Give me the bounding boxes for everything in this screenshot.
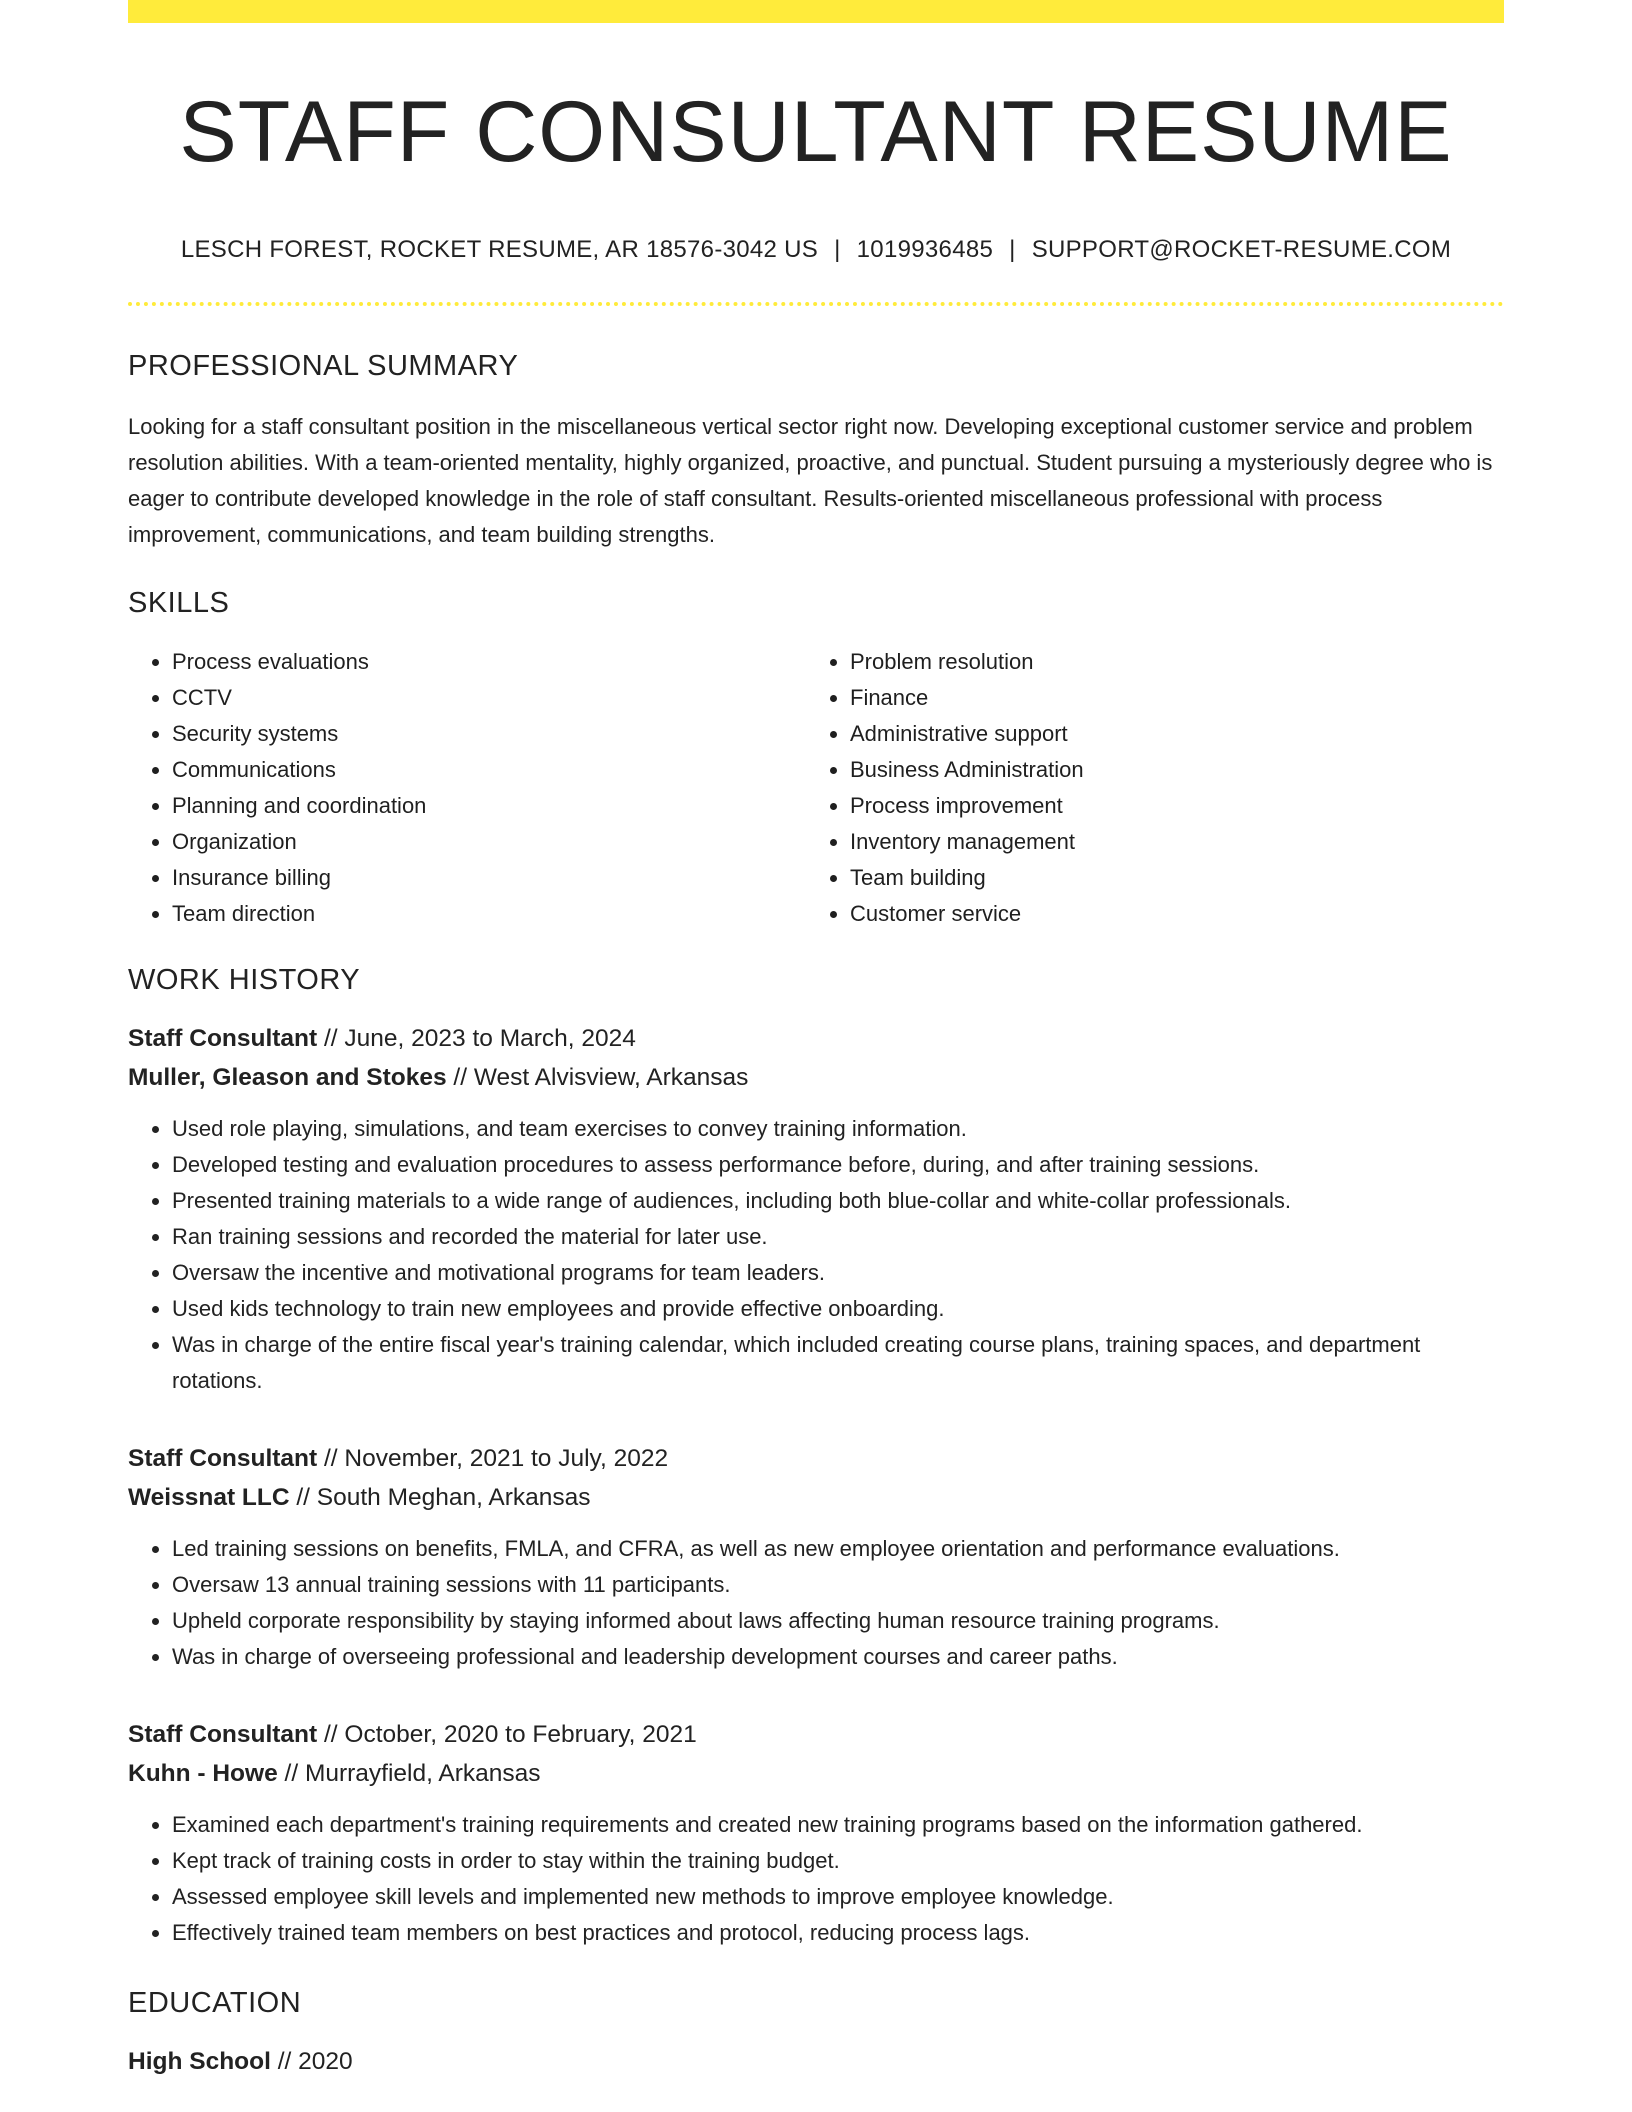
resume-page (128, 0, 1504, 2081)
job-bullets (128, 1531, 1504, 1675)
skill-item: • Finance (850, 680, 1484, 716)
skill-item: • Communications (172, 752, 806, 788)
job-company-line (128, 1058, 1504, 1097)
job-bullet: • Presented training materials to a wide range of audiences, including both blue-collar and white-collar professionals. (172, 1183, 1504, 1219)
job-title: Staff Consultant (128, 1444, 318, 1472)
skill-item: • Problem resolution (850, 644, 1484, 680)
job-company: Muller, Gleason and Stokes (128, 1063, 447, 1091)
job-bullet: • Ran training sessions and recorded the material for later use. (172, 1219, 1504, 1255)
job-company-line (128, 1478, 1504, 1517)
education-school: High School (128, 2047, 271, 2075)
skill-item: • Security systems (172, 716, 806, 752)
summary-heading: PROFESSIONAL SUMMARY (128, 349, 519, 382)
skill-item: • Planning and coordination (172, 788, 806, 824)
job-dates: // October, 2020 to February, 2021 (317, 1720, 697, 1748)
job-bullet: • Oversaw 13 annual training sessions with 11 participants. (172, 1567, 1504, 1603)
job-bullet: • Was in charge of the entire fiscal year's training calendar, which included creating course plans, training spaces, and department rotations. (172, 1327, 1504, 1399)
job-location: // West Alvisview, Arkansas (446, 1063, 749, 1091)
skill-item: • Team direction (172, 896, 806, 932)
job-bullet: • Kept track of training costs in order to stay within the training budget. (172, 1843, 1504, 1879)
education-heading: EDUCATION (128, 1986, 302, 2019)
job-company: Weissnat LLC (128, 1483, 290, 1511)
skill-item: • Insurance billing (172, 860, 806, 896)
work-history-heading: WORK HISTORY (128, 963, 361, 996)
job-bullet: • Developed testing and evaluation procedures to assess performance before, during, and after training sessions. (172, 1147, 1504, 1183)
job-company-line (128, 1754, 1504, 1793)
contact-phone: 1019936485 (856, 235, 994, 263)
education-entry (128, 2042, 1504, 2081)
skill-item: • Administrative support (850, 716, 1484, 752)
job-dates: // November, 2021 to July, 2022 (317, 1444, 669, 1472)
job-entry (128, 1439, 1504, 1675)
job-bullet: • Upheld corporate responsibility by staying informed about laws affecting human resource training programs. (172, 1603, 1504, 1639)
job-bullet: • Led training sessions on benefits, FMLA, and CFRA, as well as new employee orientation and performance evaluations. (172, 1531, 1504, 1567)
job-bullets (128, 1807, 1504, 1951)
job-bullet: • Was in charge of overseeing professional and leadership development courses and career paths. (172, 1639, 1504, 1675)
skill-item: • Inventory management (850, 824, 1484, 860)
skills-column-right (806, 644, 1484, 932)
skill-item: • Process improvement (850, 788, 1484, 824)
job-entry (128, 1715, 1504, 1951)
skill-item: • Organization (172, 824, 806, 860)
job-title-line (128, 1715, 1504, 1754)
education-year: // 2020 (270, 2047, 353, 2075)
contact-email[interactable]: SUPPORT@ROCKET-RESUME.COM (1031, 235, 1452, 263)
job-title: Staff Consultant (128, 1024, 318, 1052)
job-bullet: • Used role playing, simulations, and team exercises to convey training information. (172, 1111, 1504, 1147)
skill-item: • Business Administration (850, 752, 1484, 788)
job-title-line (128, 1019, 1504, 1058)
skills-list (128, 644, 1504, 932)
dotted-divider (128, 302, 1504, 306)
contact-separator: | (1009, 235, 1016, 263)
job-bullet: • Used kids technology to train new employees and provide effective onboarding. (172, 1291, 1504, 1327)
job-title-line (128, 1439, 1504, 1478)
contact-address: LESCH FOREST, ROCKET RESUME, AR 18576-3042 US (180, 235, 819, 263)
job-bullet: • Effectively trained team members on best practices and protocol, reducing process lags. (172, 1915, 1504, 1951)
job-company: Kuhn - Howe (128, 1759, 278, 1787)
job-dates: // June, 2023 to March, 2024 (317, 1024, 636, 1052)
contact-separator: | (834, 235, 841, 263)
resume-title: STAFF CONSULTANT RESUME (179, 84, 1453, 180)
job-entry (128, 1019, 1504, 1399)
skill-item: • Process evaluations (172, 644, 806, 680)
skill-item: • CCTV (172, 680, 806, 716)
job-bullet: • Assessed employee skill levels and implemented new methods to improve employee knowledge. (172, 1879, 1504, 1915)
skills-column-left (128, 644, 806, 932)
job-location: // South Meghan, Arkansas (289, 1483, 591, 1511)
skill-item: • Team building (850, 860, 1484, 896)
skills-heading: SKILLS (128, 586, 230, 619)
job-bullets (128, 1111, 1504, 1399)
job-location: // Murrayfield, Arkansas (277, 1759, 541, 1787)
job-bullet: • Oversaw the incentive and motivational programs for team leaders. (172, 1255, 1504, 1291)
job-bullet: • Examined each department's training requirements and created new training programs based on the information gathered. (172, 1807, 1504, 1843)
job-title: Staff Consultant (128, 1720, 318, 1748)
contact-line (128, 236, 1504, 264)
summary-text: Looking for a staff consultant position in the miscellaneous vertical sector right now. Developing exceptional customer service and problem resolution abilities. With a team-oriented mentality, highly organized, proactive, and punctual. Student pursuing a mysteriously degree who is eager to contribute developed knowledge in the role of staff consultant. Results-oriented miscellaneous professional with process improvement, communications, and team building strengths. (128, 413, 1493, 547)
skill-item: • Customer service (850, 896, 1484, 932)
top-accent-bar (128, 0, 1504, 23)
